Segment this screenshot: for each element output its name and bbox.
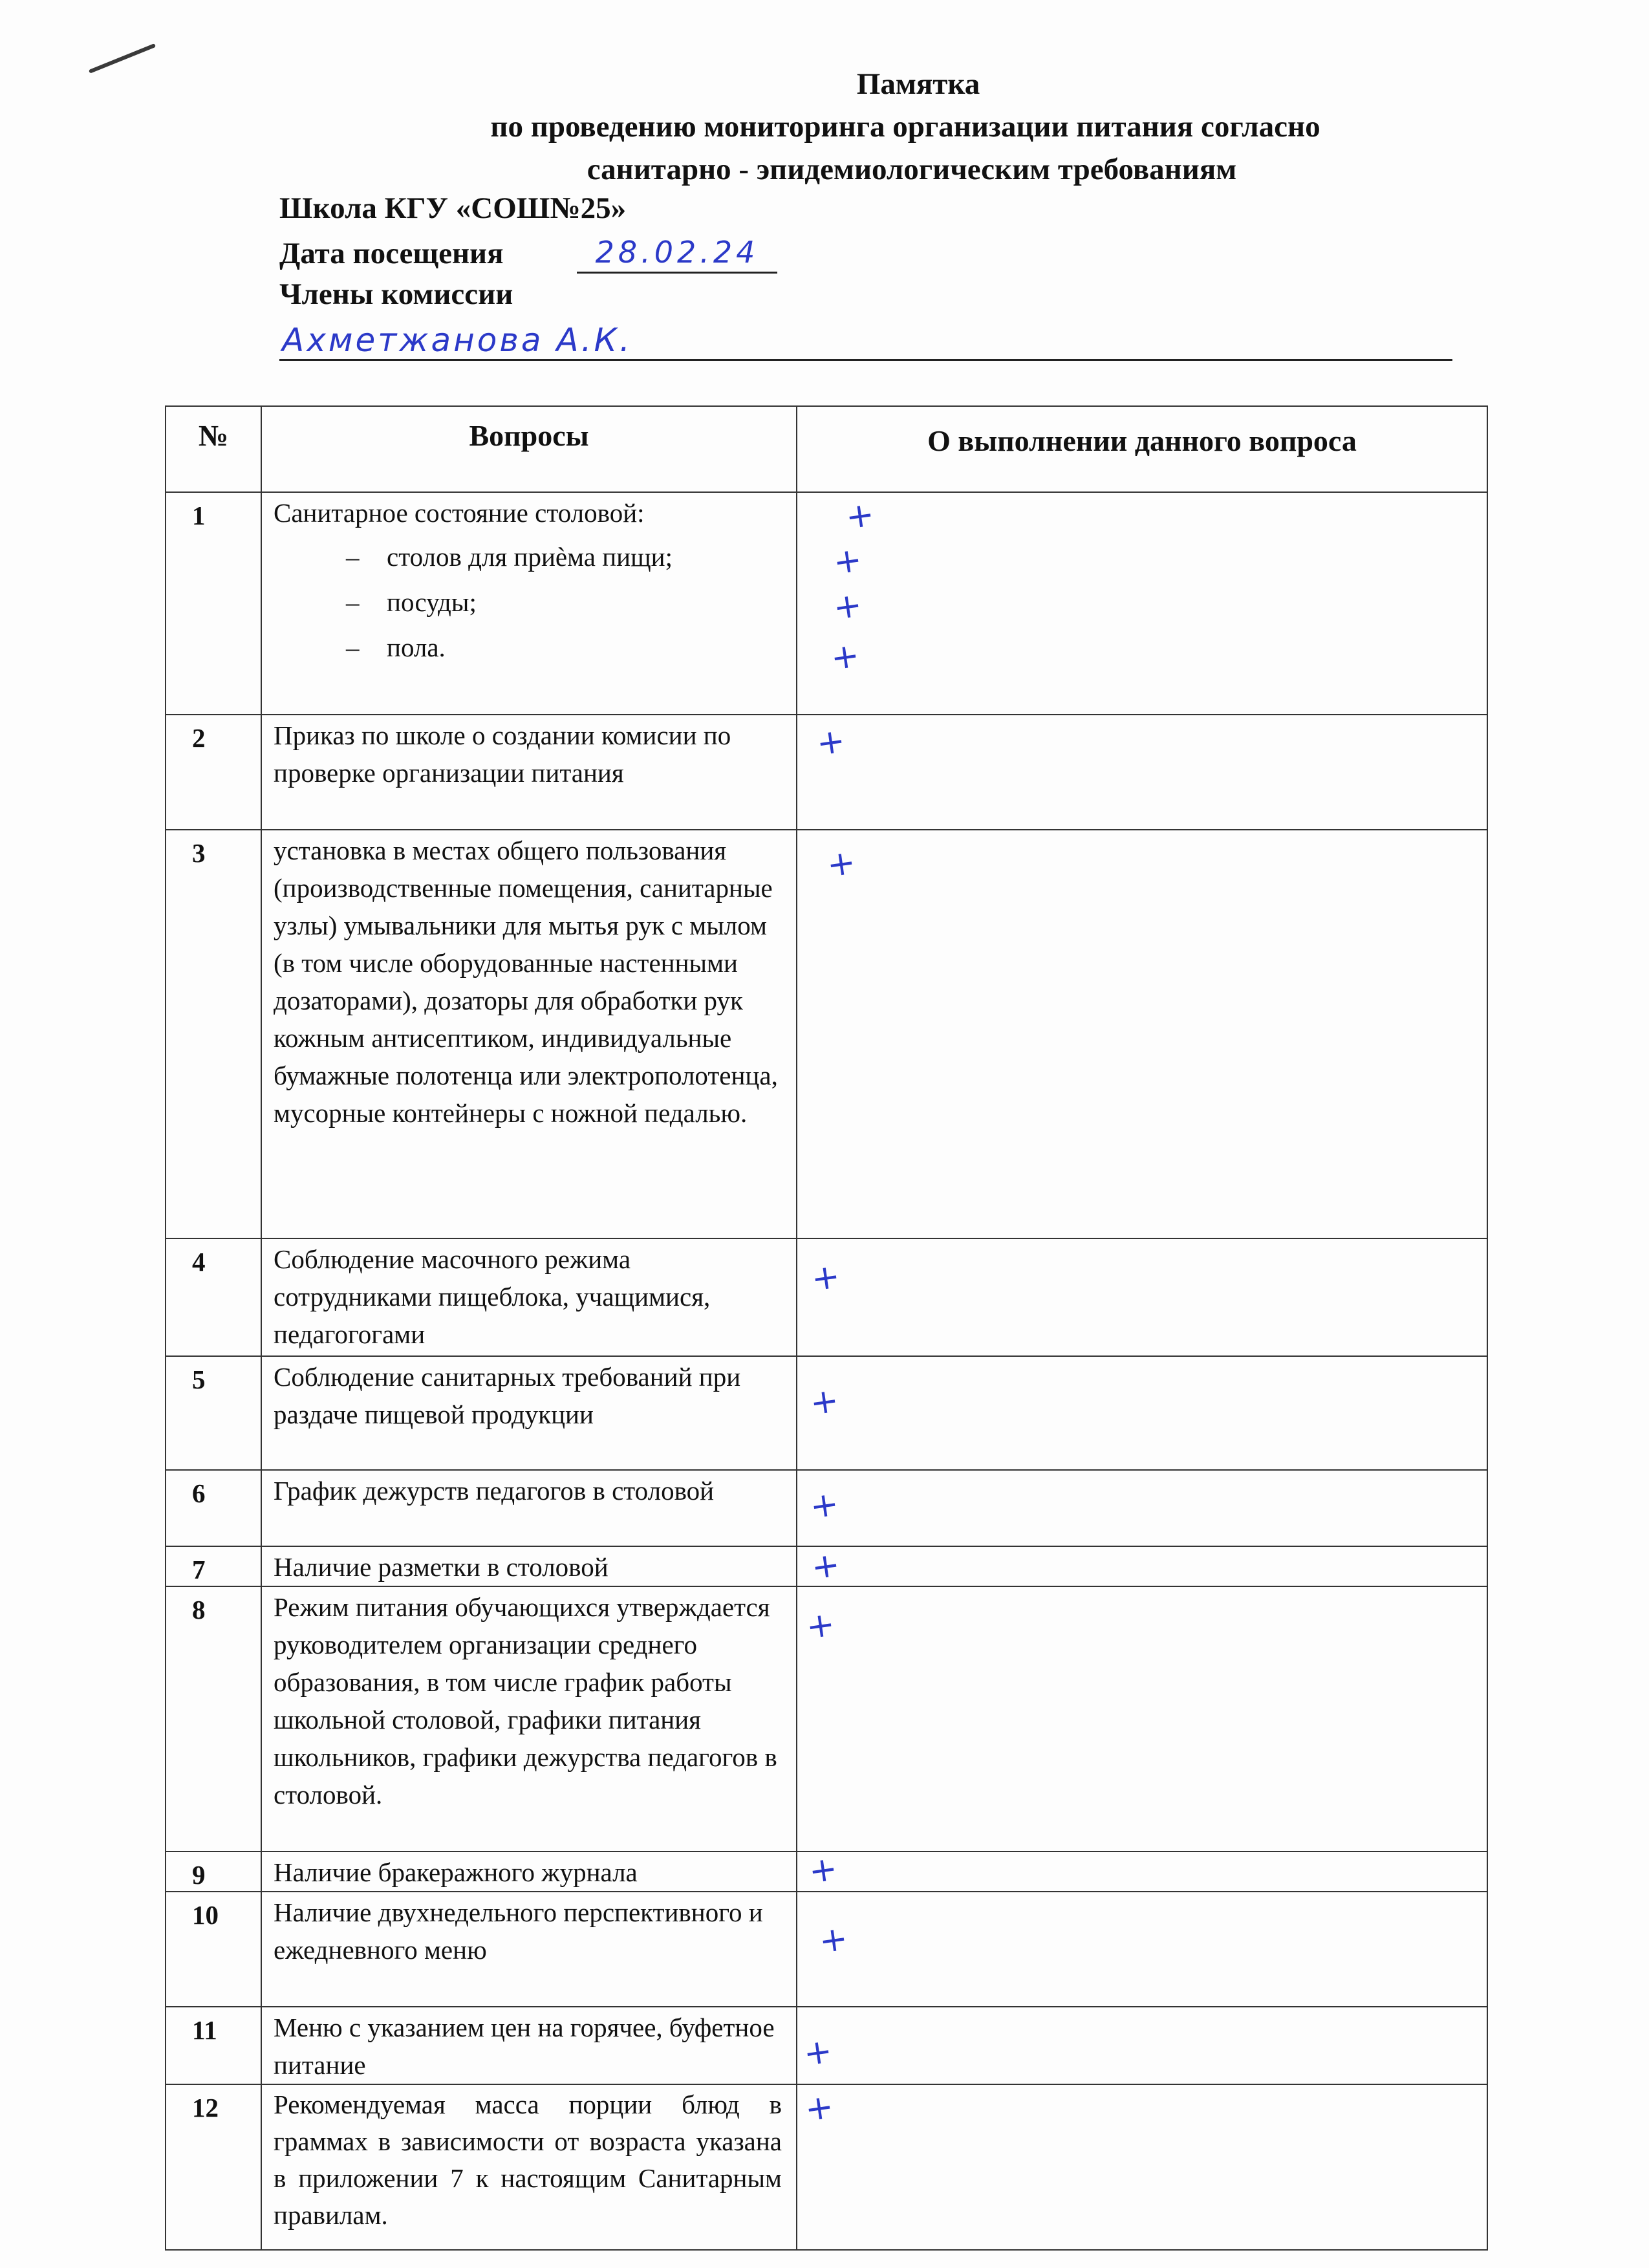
row-question: Наличие разметки в столовой [261, 1546, 797, 1586]
row-answer [797, 1849, 1487, 1892]
handwritten-check-mark: + [801, 2031, 835, 2074]
handwritten-check-mark: + [803, 2087, 836, 2130]
row-number: 11 [166, 2007, 261, 2084]
handwritten-check-mark: + [804, 1604, 837, 1647]
header-number: № [166, 406, 261, 492]
table-row [166, 1892, 1487, 2007]
handwritten-check-mark: + [809, 1545, 843, 1588]
row-number: 12 [166, 2084, 261, 2250]
table-header-row [166, 406, 1487, 492]
monitoring-checklist-table [165, 405, 1488, 2251]
subitem: – пола. [274, 629, 782, 666]
subitem: – посуды; [274, 583, 782, 621]
document-subtitle-line1: по проведению мониторинга организации питания согласно [490, 110, 1320, 144]
handwritten-check-mark: + [808, 1381, 841, 1423]
handwritten-check-mark: + [806, 1849, 840, 1892]
commission-members-label: Члены комиссии [279, 277, 513, 311]
row-answer [797, 1546, 1487, 1586]
table-row [166, 830, 1487, 1238]
header-questions: Вопросы [261, 406, 797, 492]
row-answer [797, 1470, 1487, 1546]
row-answer [797, 830, 1487, 1238]
handwritten-check-mark: + [831, 540, 865, 583]
document-title: Памятка [856, 67, 980, 101]
row-question: Наличие бракеражного журнала [261, 1852, 797, 1892]
row-number: 4 [166, 1238, 261, 1356]
school-name: Школа КГУ «СОШ№25» [279, 191, 627, 225]
row-question: Меню с указанием цен на горячее, буфетное питание [261, 2007, 797, 2084]
row-answer [797, 1892, 1487, 2007]
subitem: – столов для приѐма пищи; [274, 538, 782, 576]
handwritten-check-mark: + [809, 1257, 843, 1299]
row-number: 8 [166, 1586, 261, 1852]
row-number: 3 [166, 830, 261, 1238]
header-fulfillment: О выполнении данного вопроса [797, 406, 1487, 492]
row-number: 6 [166, 1470, 261, 1546]
table-row [166, 492, 1487, 715]
row-answer [797, 1586, 1487, 1852]
row-question: установка в местах общего пользования (производственные помещения, санитарные узлы) умывальники для мытья рук с мылом (в том числе оборудованные настенными дозаторами), дозаторы для обработки рук кожным антисептиком, индивидуальные бумажные полотенца или электрополотенца, мусорные контейнеры с ножной педалью. [261, 830, 797, 1238]
table-row [166, 2084, 1487, 2250]
visit-date-label: Дата посещения [279, 237, 504, 270]
row-question: Соблюдение санитарных требований при раздаче пищевой продукции [261, 1356, 797, 1470]
handwritten-check-mark: + [814, 721, 848, 764]
row-question: Наличие двухнедельного перспективного и ежедневного меню [261, 1892, 797, 2007]
handwritten-check-mark: + [817, 1919, 850, 1961]
table-row [166, 715, 1487, 830]
row-answer [797, 2007, 1487, 2084]
row-answer [797, 1356, 1487, 1470]
handwritten-check-mark: + [831, 585, 865, 628]
table-row [166, 1546, 1487, 1586]
row-question: Соблюдение масочного режима сотрудниками пищеблока, учащимися, педагогогами [261, 1238, 797, 1356]
row-question-text: Санитарное состояние столовой: [274, 498, 645, 528]
row-number: 9 [166, 1852, 261, 1892]
row-answer [797, 2084, 1487, 2250]
table-row [166, 1852, 1487, 1892]
row-number: 2 [166, 715, 261, 830]
row-question: Приказ по школе о создании комисии по проверке организации питания [261, 715, 797, 830]
handwritten-check-mark: + [843, 495, 877, 537]
row-question: Рекомендуемая масса порции блюд в граммах в зависимости от возраста указана в приложении 7 к настоящим Санитарным правилам. [261, 2084, 797, 2250]
subitem-list [274, 538, 782, 666]
row-number: 7 [166, 1546, 261, 1586]
commission-members-value: Ахметжанова А.К. [279, 321, 1452, 361]
row-answer [797, 492, 1487, 715]
row-question: Режим питания обучающихся утверждается руководителем организации среднего образования, в том числе график работы школьной столовой, графики питания школьников, графики дежурства педагогов в столовой. [261, 1586, 797, 1852]
row-question [261, 492, 797, 715]
row-number: 1 [166, 492, 261, 715]
row-answer [797, 1238, 1487, 1356]
row-number: 5 [166, 1356, 261, 1470]
document-subtitle-line2: санитарно - эпидемиологическим требованиям [587, 153, 1237, 186]
table-row [166, 1470, 1487, 1546]
table-row [166, 1238, 1487, 1356]
handwritten-check-mark: + [828, 636, 862, 678]
visit-date-value: 28.02.24 [577, 235, 777, 274]
row-answer [797, 715, 1487, 830]
row-number: 10 [166, 1892, 261, 2007]
table-row [166, 2007, 1487, 2084]
table-row [166, 1586, 1487, 1852]
handwritten-check-mark: + [808, 1484, 841, 1527]
table-row [166, 1356, 1487, 1470]
row-question: График дежурств педагогов в столовой [261, 1470, 797, 1546]
handwritten-check-mark: + [824, 843, 858, 885]
